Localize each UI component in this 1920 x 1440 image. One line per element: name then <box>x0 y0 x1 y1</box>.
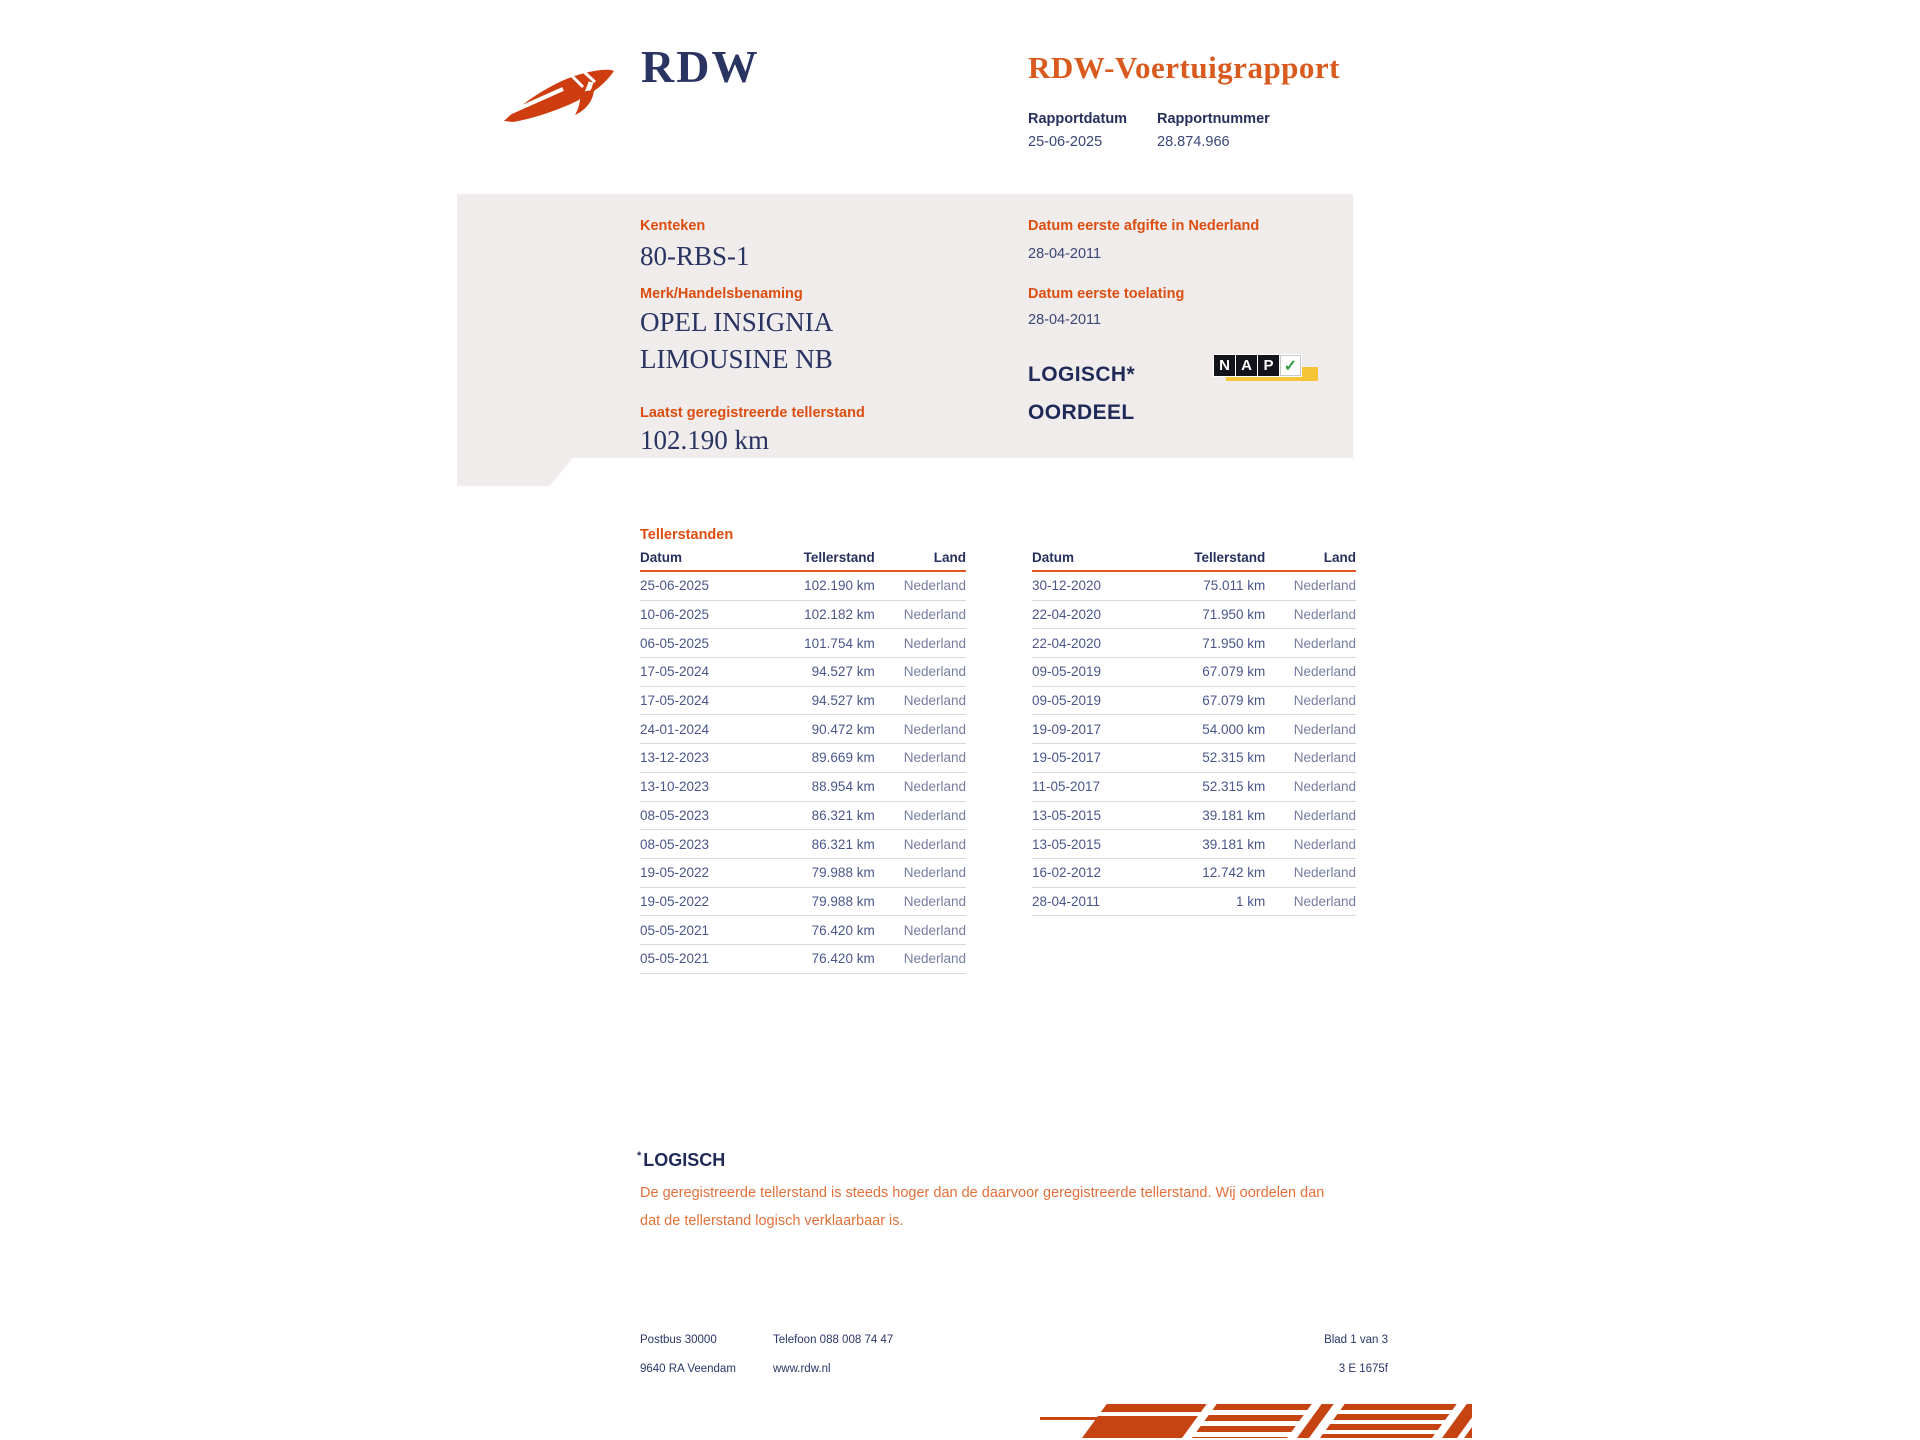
meter-reading-row <box>1032 858 1356 887</box>
footnote-text <box>640 1180 1410 1235</box>
reading-country: Nederland <box>875 772 966 801</box>
speed-block <box>1192 1404 1312 1438</box>
meter-reading-row <box>640 801 966 830</box>
reading-date: 13-05-2015 <box>1032 801 1158 830</box>
meter-reading-row <box>640 944 966 973</box>
reading-country: Nederland <box>875 830 966 859</box>
oordeel-line1: LOGISCH* <box>1028 363 1136 386</box>
reading-country: Nederland <box>1265 686 1356 715</box>
reading-country: Nederland <box>875 715 966 744</box>
reading-odometer: 71.950 km <box>1158 629 1265 658</box>
reading-odometer: 102.182 km <box>767 600 875 629</box>
merk-value <box>640 304 833 378</box>
reading-odometer: 39.181 km <box>1158 801 1265 830</box>
reading-date: 06-05-2025 <box>640 629 767 658</box>
reading-date: 11-05-2017 <box>1032 772 1158 801</box>
reading-country: Nederland <box>1265 658 1356 687</box>
kenteken-label: Kenteken <box>640 218 706 234</box>
reading-date: 30-12-2020 <box>1032 571 1158 600</box>
reading-odometer: 76.420 km <box>767 944 875 973</box>
reading-odometer: 75.011 km <box>1158 571 1265 600</box>
meter-reading-row <box>1032 887 1356 916</box>
toelating-value: 28-04-2011 <box>1028 312 1102 328</box>
reading-date: 19-05-2022 <box>640 858 767 887</box>
reading-date: 16-02-2012 <box>1032 858 1158 887</box>
reading-date: 28-04-2011 <box>1032 887 1158 916</box>
reading-odometer: 102.190 km <box>767 571 875 600</box>
reading-odometer: 79.988 km <box>767 858 875 887</box>
reading-odometer: 67.079 km <box>1158 686 1265 715</box>
footer-form-code: 3 E 1675f <box>1338 1363 1388 1375</box>
meter-readings-table-right <box>1032 550 1356 916</box>
footnote-marker: * <box>637 1150 642 1162</box>
meter-reading-row <box>640 744 966 773</box>
rapportnummer-value: 28.874.966 <box>1157 134 1230 150</box>
afgifte-value: 28-04-2011 <box>1028 246 1102 262</box>
reading-date: 24-01-2024 <box>640 715 767 744</box>
reading-odometer: 76.420 km <box>767 916 875 945</box>
afgifte-label: Datum eerste afgifte in Nederland <box>1028 218 1260 234</box>
reading-date: 13-05-2015 <box>1032 830 1158 859</box>
reading-country: Nederland <box>1265 715 1356 744</box>
meter-reading-row <box>1032 830 1356 859</box>
footnote-title <box>637 1150 725 1171</box>
nap-logo <box>1213 354 1313 390</box>
meter-reading-row <box>1032 658 1356 687</box>
meter-reading-row <box>640 715 966 744</box>
reading-country: Nederland <box>875 629 966 658</box>
report-title: RDW-Voertuigrapport <box>1028 50 1341 85</box>
footer-page-info <box>1324 1326 1388 1384</box>
reading-odometer: 71.950 km <box>1158 600 1265 629</box>
reading-country: Nederland <box>1265 830 1356 859</box>
meter-reading-row <box>1032 772 1356 801</box>
reading-odometer: 79.988 km <box>767 887 875 916</box>
meter-reading-row <box>640 658 966 687</box>
reading-country: Nederland <box>1265 629 1356 658</box>
reading-odometer: 52.315 km <box>1158 744 1265 773</box>
meter-reading-row <box>1032 600 1356 629</box>
rdw-speed-lines-graphic <box>1040 1402 1472 1440</box>
rapportdatum-block <box>1028 111 1127 150</box>
meter-reading-row <box>1032 629 1356 658</box>
tellerstand-label: Laatst geregistreerde tellerstand <box>640 405 865 421</box>
reading-country: Nederland <box>1265 571 1356 600</box>
reading-country: Nederland <box>875 744 966 773</box>
reading-country: Nederland <box>1265 887 1356 916</box>
reading-date: 25-06-2025 <box>640 571 767 600</box>
reading-date: 09-05-2019 <box>1032 686 1158 715</box>
reading-date: 05-05-2021 <box>640 944 767 973</box>
reading-odometer: 90.472 km <box>767 715 875 744</box>
reading-country: Nederland <box>875 887 966 916</box>
rdw-logo-text: RDW <box>641 41 760 92</box>
meter-readings-table-left <box>640 550 966 974</box>
nap-check-icon: ✓ <box>1280 355 1301 376</box>
meter-reading-row <box>640 686 966 715</box>
footer-address <box>640 1326 736 1384</box>
reading-date: 08-05-2023 <box>640 830 767 859</box>
table-header-row <box>640 550 966 571</box>
table-header-row <box>1032 550 1356 571</box>
rapportnummer-label: Rapportnummer <box>1157 111 1270 127</box>
col-header-datum: Datum <box>1032 550 1158 571</box>
reading-country: Nederland <box>1265 858 1356 887</box>
nap-letter-p: P <box>1258 355 1279 376</box>
nap-letter-a: A <box>1236 355 1257 376</box>
col-header-land: Land <box>1265 550 1356 571</box>
meter-reading-row <box>1032 571 1356 600</box>
footnote-title-text: LOGISCH <box>643 1150 726 1170</box>
reading-country: Nederland <box>1265 801 1356 830</box>
reading-odometer: 88.954 km <box>767 772 875 801</box>
reading-date: 05-05-2021 <box>640 916 767 945</box>
speed-block <box>1320 1404 1457 1438</box>
rapportdatum-value: 25-06-2025 <box>1028 134 1103 150</box>
reading-country: Nederland <box>1265 744 1356 773</box>
meter-reading-row <box>640 887 966 916</box>
toelating-label: Datum eerste toelating <box>1028 286 1185 302</box>
meter-reading-row <box>1032 715 1356 744</box>
vehicle-summary-box <box>457 194 1353 458</box>
oordeel-text <box>1028 356 1135 432</box>
meter-reading-row <box>640 600 966 629</box>
reading-date: 17-05-2024 <box>640 686 767 715</box>
reading-country: Nederland <box>875 600 966 629</box>
reading-country: Nederland <box>875 571 966 600</box>
merk-value-line1: OPEL INSIGNIA <box>640 307 834 337</box>
footer-phone: Telefoon 088 008 74 47 <box>773 1334 894 1346</box>
reading-date: 10-06-2025 <box>640 600 767 629</box>
reading-odometer: 94.527 km <box>767 658 875 687</box>
reading-date: 19-05-2017 <box>1032 744 1158 773</box>
meter-reading-row <box>640 629 966 658</box>
col-header-tellerstand: Tellerstand <box>1158 550 1265 571</box>
reading-date: 17-05-2024 <box>640 658 767 687</box>
reading-country: Nederland <box>1265 772 1356 801</box>
reading-odometer: 39.181 km <box>1158 830 1265 859</box>
rapportdatum-label: Rapportdatum <box>1028 111 1128 127</box>
meter-reading-row <box>1032 801 1356 830</box>
reading-odometer: 67.079 km <box>1158 658 1265 687</box>
reading-odometer: 86.321 km <box>767 801 875 830</box>
nap-letter-squares <box>1213 354 1302 377</box>
col-header-tellerstand: Tellerstand <box>767 550 875 571</box>
meter-reading-row <box>1032 686 1356 715</box>
footnote-line1: De geregistreerde tellerstand is steeds hoger dan de daarvoor geregistreerde tellerstand. Wij oordelen dan <box>640 1185 1325 1201</box>
rdw-feather-icon <box>501 60 619 126</box>
footer-website: www.rdw.nl <box>773 1363 831 1375</box>
footer-contact <box>773 1326 893 1384</box>
reading-country: Nederland <box>875 801 966 830</box>
tellerstand-value: 102.190 km <box>640 425 770 455</box>
meter-reading-row <box>640 916 966 945</box>
col-header-land: Land <box>875 550 966 571</box>
col-header-datum: Datum <box>640 550 767 571</box>
reading-country: Nederland <box>875 858 966 887</box>
reading-date: 19-09-2017 <box>1032 715 1158 744</box>
meter-reading-row <box>1032 744 1356 773</box>
meter-reading-row <box>640 830 966 859</box>
reading-date: 09-05-2019 <box>1032 658 1158 687</box>
reading-odometer: 1 km <box>1158 887 1265 916</box>
reading-date: 08-05-2023 <box>640 801 767 830</box>
reading-odometer: 52.315 km <box>1158 772 1265 801</box>
reading-odometer: 101.754 km <box>767 629 875 658</box>
oordeel-line2: OORDEEL <box>1028 401 1135 424</box>
report-meta <box>1028 111 1270 150</box>
footnote-line2: dat de tellerstand logisch verklaarbaar is. <box>640 1212 904 1229</box>
footer-page-label: Blad 1 van 3 <box>1324 1334 1388 1346</box>
reading-date: 13-12-2023 <box>640 744 767 773</box>
reading-odometer: 89.669 km <box>767 744 875 773</box>
rdw-logo <box>501 40 759 126</box>
kenteken-value: 80-RBS-1 <box>640 241 750 271</box>
reading-date: 19-05-2022 <box>640 887 767 916</box>
speed-block <box>1082 1404 1207 1438</box>
reading-date: 22-04-2020 <box>1032 600 1158 629</box>
reading-odometer: 94.527 km <box>767 686 875 715</box>
reading-country: Nederland <box>875 916 966 945</box>
meter-reading-row <box>640 571 966 600</box>
reading-date: 22-04-2020 <box>1032 629 1158 658</box>
merk-label: Merk/Handelsbenaming <box>640 286 803 302</box>
reading-country: Nederland <box>875 658 966 687</box>
reading-date: 13-10-2023 <box>640 772 767 801</box>
reading-country: Nederland <box>875 944 966 973</box>
reading-odometer: 54.000 km <box>1158 715 1265 744</box>
rapportnummer-block <box>1157 111 1270 150</box>
footer-address-line1: Postbus 30000 <box>640 1334 717 1346</box>
reading-odometer: 86.321 km <box>767 830 875 859</box>
nap-letter-n: N <box>1214 355 1235 376</box>
footer-address-line2: 9640 RA Veendam <box>640 1363 736 1375</box>
reading-country: Nederland <box>875 686 966 715</box>
meter-reading-row <box>640 772 966 801</box>
meter-reading-row <box>640 858 966 887</box>
merk-value-line2: LIMOUSINE NB <box>640 344 833 374</box>
reading-odometer: 12.742 km <box>1158 858 1265 887</box>
reading-country: Nederland <box>1265 600 1356 629</box>
tellerstanden-section-title: Tellerstanden <box>640 527 734 543</box>
